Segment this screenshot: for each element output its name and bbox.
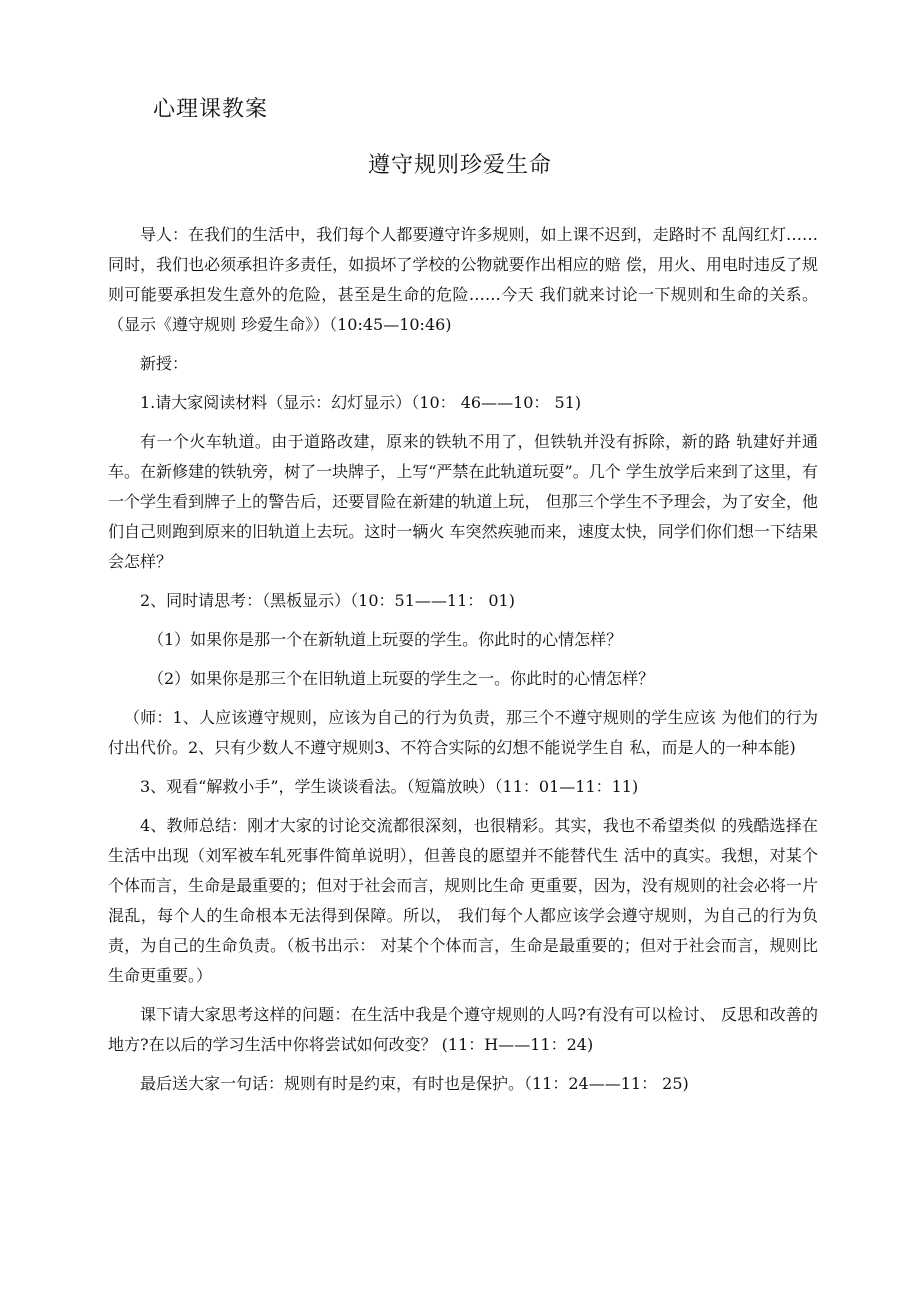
step-4-summary-paragraph: 4、教师总结：刚才大家的讨论交流都很深刻，也很精彩。其实，我也不希望类似 的残酷选择在生活中出现（刘军被车轧死事件简单说明），但善良的愿望并不能替代生 活中的真实。我想，对某个个体而言，生命是最重要的；但对于社会而言，规则比生命 更重要，因为，没有规则的社会必将一片混乱，每个人的生命根本无法得到保障。所以， 我们每个人都应该学会遵守规则，为自己的行为负责，为自己的生命负责。（板书出示： 对某个个体而言，生命是最重要的；但对于社会而言，规则比生命更重要。） xyxy=(108,816,818,985)
lesson-title: 遵守规则珍爱生命 xyxy=(367,153,552,178)
new-lesson-label: 新授： xyxy=(140,354,189,373)
intro-paragraph: 导人：在我们的生活中，我们每个人都要遵守许多规则，如上课不迟到，走路时不 乱闯红灯……同时，我们也必须承担许多责任，如损坏了学校的公物就要作出相应的赔 偿，用火、用电时违反了规则可能要承担发生意外的危险，甚至是生命的危险……今天 我们就来讨论一下规则和生命的关系。（显示《遵守规则 珍爱生命》）（10:45—10:46) xyxy=(108,225,818,334)
teacher-note-paragraph: （师：1、人应该遵守规则，应该为自己的行为负责，那三个不遵守规则的学生应该 为他们的行为付出代价。2、只有少数人不遵守规则3、不符合实际的幻想不能说学生自 私，而是人的一种本能) xyxy=(108,708,818,757)
homework-paragraph: 课下请大家思考这样的问题：在生活中我是个遵守规则的人吗?有没有可以检讨、 反思和改善的地方?在以后的学习生活中你将尝试如何改变？ (11：H——11：24) xyxy=(108,1005,818,1054)
document-type-heading: 心理课教案 xyxy=(153,97,269,122)
reading-material-paragraph: 有一个火车轨道。由于道路改建，原来的铁轨不用了，但铁轨并没有拆除，新的路 轨建好并通车。在新修建的铁轨旁，树了一块牌子，上写“严禁在此轨道玩耍”。几个 学生放学后来到了这里，有一个学生看到牌子上的警告后，还要冒险在新建的轨道上玩， 但那三个学生不予理会，为了安全，他们自己则跑到原来的旧轨道上去玩。这时一辆火 车突然疾驰而来，速度太快，同学们你们想一下结果会怎样？ xyxy=(108,432,818,571)
step-3-heading: 3、观看“解救小手”，学生谈谈看法。（短篇放映）（11：01—11：11) xyxy=(140,777,639,796)
question-1: （1）如果你是那一个在新轨道上玩耍的学生。你此时的心情怎样？ xyxy=(148,630,623,649)
lesson-body xyxy=(108,220,818,1099)
step-1-heading: 1.请大家阅读材料（显示：幻灯显示）（10： 46——10： 51) xyxy=(140,393,582,412)
step-2-heading: 2、同时请思考：（黑板显示）（10：51——11： 01) xyxy=(140,591,515,610)
closing-paragraph: 最后送大家一句话：规则有时是约束，有时也是保护。（11：24——11： 25) xyxy=(140,1074,689,1093)
question-2: （2）如果你是那三个在旧轨道上玩耍的学生之一。你此时的心情怎样？ xyxy=(148,669,655,688)
